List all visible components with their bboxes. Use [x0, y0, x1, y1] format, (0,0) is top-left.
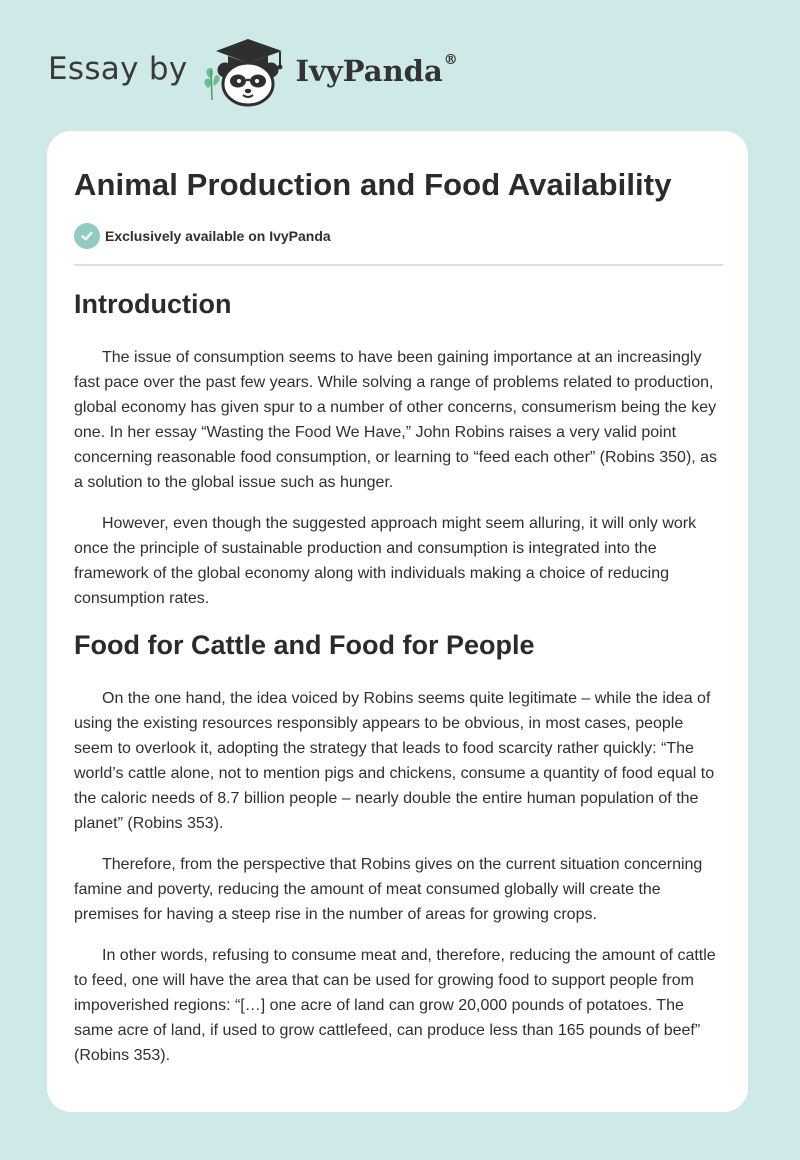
paragraph: Therefore, from the perspective that Robins gives on the current situation concerning famine and poverty, reducing the amount of meat consumed globally will create the premises for having a steep rise in the number of areas for growing crops. — [74, 856, 703, 923]
exclusive-label: Exclusively available on IvyPanda — [105, 228, 331, 244]
essay-card — [47, 131, 748, 1112]
panda-mascot-icon — [202, 34, 294, 108]
paragraph: In other words, refusing to consume meat and, therefore, reducing the amount of cattle to feed, one will have the area that can be used for growing food to support people from impoverished regions: “[…] one acre of land can grow 20,000 pounds of potatoes. The same acre of land, if used to grow cattlefeed, can produce less than 165 pounds of beef” (Robins 353). — [74, 947, 716, 1064]
essay-title: Animal Production and Food Availability — [74, 167, 672, 202]
check-badge-icon — [74, 223, 100, 249]
paragraph: On the one hand, the idea voiced by Robins seems quite legitimate – while the idea of using the existing resources responsibly appears to be obvious, in most cases, people seem to overlook it, adopting the strategy that leads to food scarcity rather quickly: “The world’s cattle alone, not to mention pigs and chickens, consume a quantity of food equal to the caloric needs of 8.7 billion people – nearly double the entire human population of the planet” (Robins 353). — [74, 690, 715, 832]
brand-header — [48, 34, 458, 108]
exclusive-badge — [74, 223, 724, 249]
brand-prefix: Essay by — [48, 51, 188, 87]
paragraph: The issue of consumption seems to have been gaining importance at an increasingly fast pace over the past few years. While solving a range of problems related to production, global economy has given spur to a number of other concerns, consumerism being the key one. In her essay “Wasting the Food We Have,” John Robins raises a very valid point concerning reasonable food consumption, or learning to “feed each other” (Robins 350), as a solution to the global issue such as hunger. — [74, 349, 718, 491]
section-heading-food-for-cattle: Food for Cattle and Food for People — [74, 630, 535, 660]
title-divider — [74, 264, 723, 266]
paragraph: However, even though the suggested approach might seem alluring, it will only work once the principle of sustainable production and consumption is integrated into the framework of the global economy along with individuals making a choice of reducing consumption rates. — [74, 515, 697, 607]
essay-content — [74, 167, 724, 1068]
section-heading-introduction: Introduction — [74, 289, 232, 319]
brand-name: IvyPanda® — [295, 52, 458, 88]
